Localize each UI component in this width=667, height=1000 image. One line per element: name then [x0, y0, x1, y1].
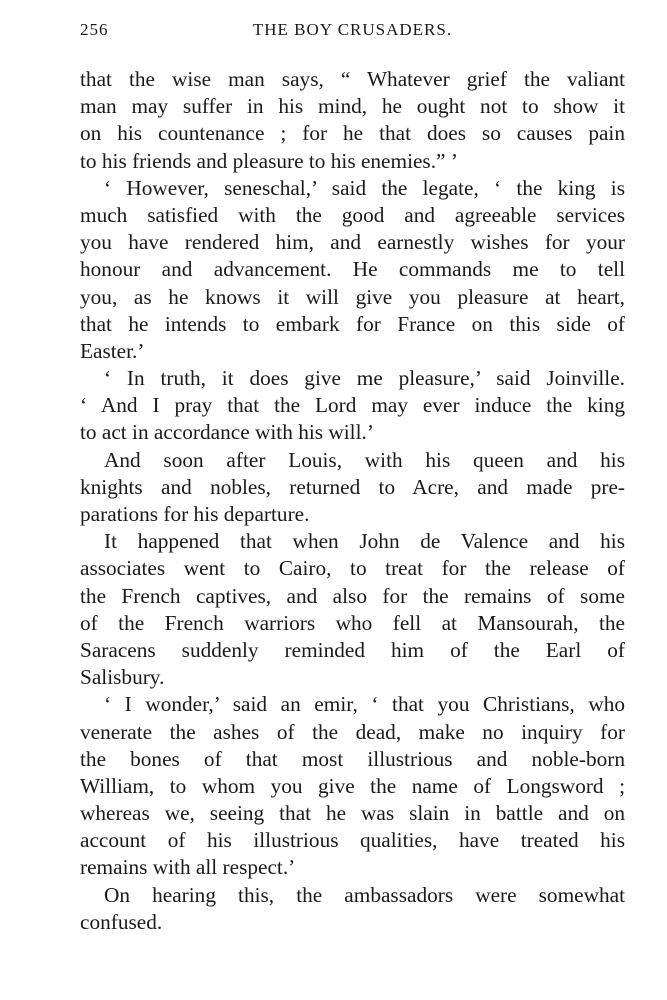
text-line: whereas we, seeing that he was slain in battle and on — [80, 801, 625, 826]
text-line: parations for his departure. — [80, 502, 310, 526]
text-line: Easter.’ — [80, 338, 145, 363]
body-text — [80, 66, 625, 936]
text-line: of the French warriors who fell at Mansourah, the — [80, 610, 625, 635]
text-line: associates went to Cairo, to treat for the release of — [80, 556, 625, 581]
text-line: the bones of that most illustrious and noble-born — [80, 746, 625, 771]
paragraph — [80, 691, 625, 881]
text-line: you, as he knows it will give you pleasure at heart, — [80, 284, 625, 309]
text-line: ‘ In truth, it does give me pleasure,’ said Joinville. — [104, 366, 625, 391]
text-line: William, to whom you give the name of Longsword ; — [80, 773, 625, 798]
paragraph — [80, 528, 625, 691]
text-line: to his friends and pleasure to his enemies.” ’ — [80, 148, 458, 173]
running-head — [80, 20, 625, 44]
text-line: ‘ And I pray that the Lord may ever induce the king — [80, 393, 625, 418]
text-line: that he intends to embark for France on this side of — [80, 311, 625, 336]
page-number: 256 — [80, 20, 109, 39]
text-line: knights and nobles, returned to Acre, and made pre- — [80, 474, 625, 499]
paragraph — [80, 175, 625, 365]
text-line: much satisfied with the good and agreeable services — [80, 202, 625, 227]
text-line: on his countenance ; for he that does so causes pain — [80, 121, 625, 146]
text-line: account of his illustrious qualities, have treated his — [80, 828, 625, 853]
text-line: you have rendered him, and earnestly wishes for your — [80, 230, 625, 255]
paragraph — [80, 66, 625, 175]
text-line: honour and advancement. He commands me to tell — [80, 257, 625, 282]
paragraph — [80, 882, 625, 936]
text-line: ‘ However, seneschal,’ said the legate, ‘ the king is — [104, 175, 625, 200]
text-line: to act in accordance with his will.’ — [80, 420, 374, 445]
text-line: that the wise man says, “ Whatever grief the valiant — [80, 67, 625, 91]
text-line: the French captives, and also for the remains of some — [80, 583, 625, 608]
paragraph — [80, 447, 625, 529]
paragraph — [80, 365, 625, 447]
text-line: And soon after Louis, with his queen and his — [104, 447, 625, 472]
text-line: On hearing this, the ambassadors were somewhat — [104, 882, 625, 907]
text-line: ‘ I wonder,’ said an emir, ‘ that you Christians, who — [104, 692, 625, 717]
book-title: THE BOY CRUSADERS. — [252, 20, 453, 39]
text-line: remains with all respect.’ — [80, 855, 296, 880]
text-line: confused. — [80, 909, 163, 934]
text-line: man may suffer in his mind, he ought not to show it — [80, 94, 625, 119]
text-line: venerate the ashes of the dead, make no inquiry for — [80, 719, 625, 744]
text-line: Saracens suddenly reminded him of the Earl of — [80, 637, 625, 662]
text-line: It happened that when John de Valence and his — [104, 529, 625, 554]
text-line: Salisbury. — [80, 665, 165, 690]
